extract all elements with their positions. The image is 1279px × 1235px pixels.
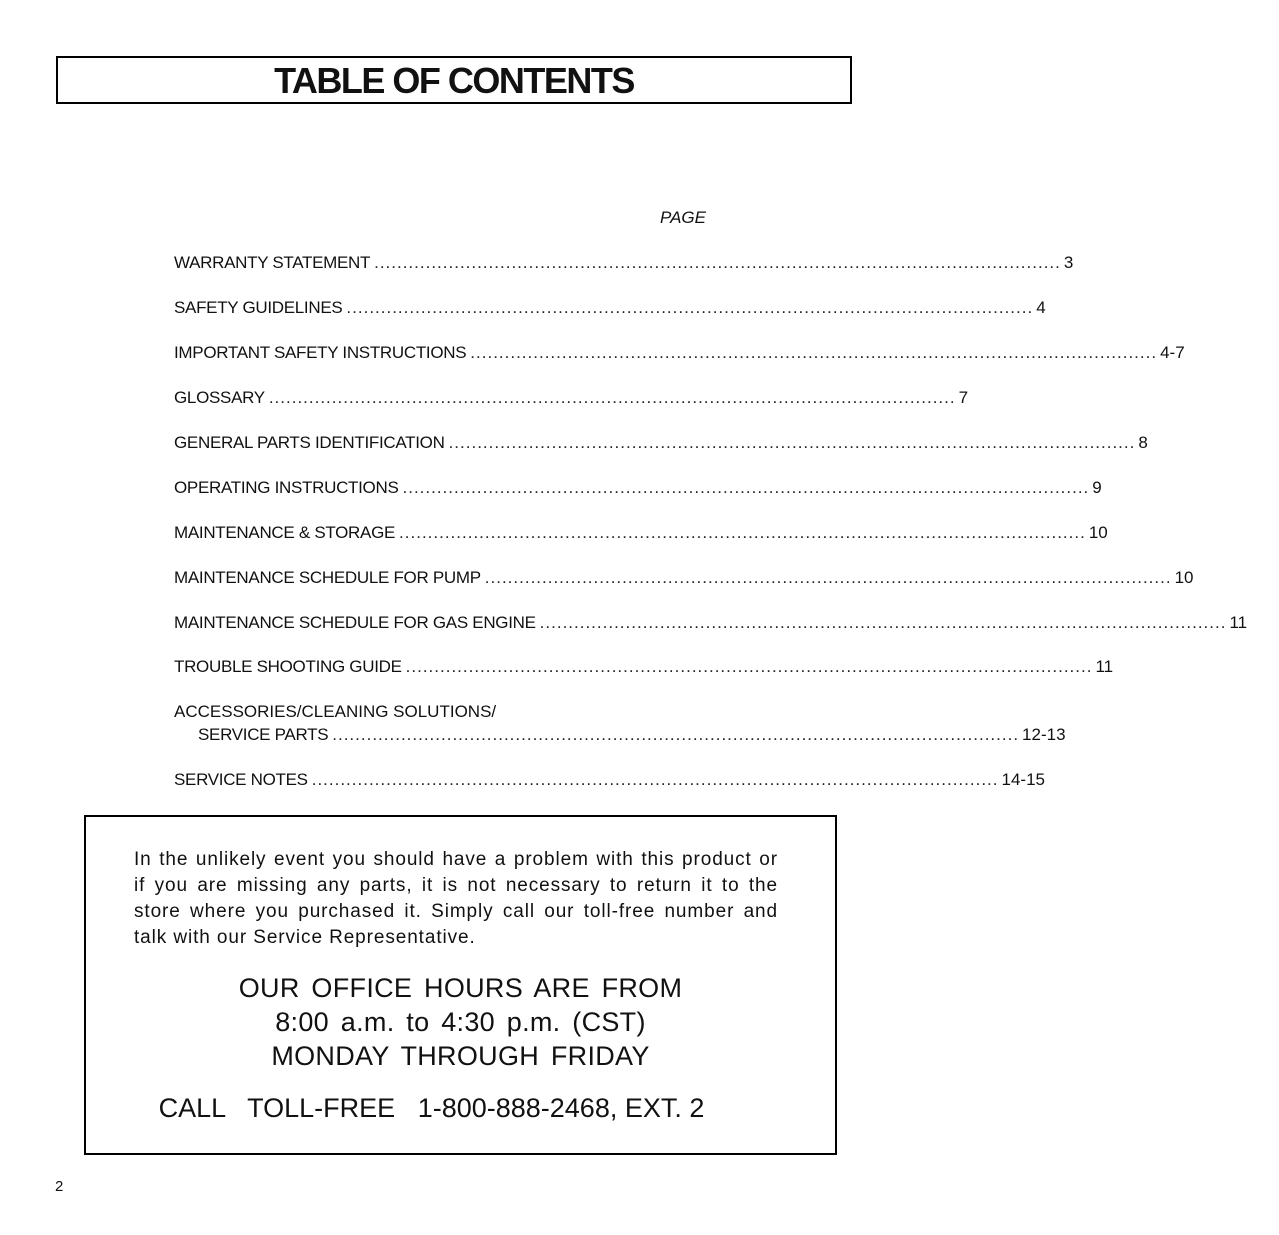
dot-leader: ........................................................................................................................ bbox=[332, 725, 1020, 744]
page-column-label: PAGE bbox=[660, 208, 706, 227]
toc-entry-warranty[interactable] bbox=[174, 252, 1074, 274]
toc-entry-label: WARRANTY STATEMENT bbox=[174, 253, 371, 272]
dot-leader: ........................................................................................................................ bbox=[405, 657, 1093, 676]
customer-service-notice bbox=[84, 815, 837, 1155]
toc-entry-page: 4-7 bbox=[1160, 343, 1185, 362]
toc-entry-operating-instructions[interactable] bbox=[174, 477, 1102, 499]
toc-entry-schedule-gas-engine[interactable] bbox=[174, 612, 1248, 634]
toc-entry-glossary[interactable] bbox=[174, 387, 969, 409]
toc-entry-page: 10 bbox=[1088, 523, 1108, 542]
toc-entry-page: 11 bbox=[1095, 657, 1114, 676]
toc-entry-label: GENERAL PARTS IDENTIFICATION bbox=[174, 433, 445, 452]
toc-entry-page: 3 bbox=[1063, 253, 1074, 272]
title-box bbox=[56, 56, 852, 104]
toc-entry-schedule-pump[interactable] bbox=[174, 567, 1194, 589]
toc-entry-page: 10 bbox=[1174, 568, 1194, 587]
toc-entry-service-notes[interactable] bbox=[174, 769, 1045, 791]
page-number: 2 bbox=[55, 1178, 64, 1195]
toc-entry-label: MAINTENANCE SCHEDULE FOR PUMP bbox=[174, 568, 481, 587]
dot-leader: ........................................................................................................................ bbox=[346, 298, 1034, 317]
toll-free-number: CALL TOLL-FREE 1-800-888-2468, EXT. 2 bbox=[158, 1093, 705, 1123]
dot-leader: ........................................................................................................................ bbox=[374, 253, 1061, 272]
dot-leader: ........................................................................................................................ bbox=[399, 523, 1086, 542]
toc-entry-page: 11 bbox=[1229, 613, 1248, 632]
toc-entry-label: MAINTENANCE SCHEDULE FOR GAS ENGINE bbox=[174, 613, 536, 632]
notice-paragraph: In the unlikely event you should have a problem with this product or if you are missing any parts, it is not necessary to return it to the store where you purchased it. Simply call our toll-free number and talk with our Service Representative. bbox=[134, 849, 778, 948]
toc-entry-parts-identification[interactable] bbox=[174, 432, 1148, 454]
office-hours-line: OUR OFFICE HOURS ARE FROM bbox=[238, 973, 683, 1003]
dot-leader: ........................................................................................................................ bbox=[484, 568, 1172, 587]
toc-entry-label: SERVICE NOTES bbox=[174, 770, 308, 789]
toc-entry-label: OPERATING INSTRUCTIONS bbox=[174, 478, 399, 497]
office-hours-line: 8:00 a.m. to 4:30 p.m. (CST) bbox=[275, 1007, 646, 1037]
toc-entry-page: 14-15 bbox=[1001, 770, 1045, 789]
dot-leader: ........................................................................................................................ bbox=[402, 478, 1090, 497]
toc-entry-label: MAINTENANCE & STORAGE bbox=[174, 523, 396, 542]
toc-entry-accessories-line1[interactable]: ACCESSORIES/CLEANING SOLUTIONS/ bbox=[174, 702, 497, 721]
toc-entry-maintenance-storage[interactable] bbox=[174, 522, 1108, 544]
toc-entry-page: 9 bbox=[1092, 478, 1102, 497]
toc-entry-important-safety[interactable] bbox=[174, 342, 1185, 364]
dot-leader: ........................................................................................................................ bbox=[448, 433, 1136, 452]
toc-entry-page: 12-13 bbox=[1022, 725, 1066, 744]
dot-leader: ........................................................................................................................ bbox=[470, 343, 1158, 362]
toc-entry-label: SERVICE PARTS bbox=[198, 725, 329, 744]
dot-leader: ........................................................................................................................ bbox=[268, 388, 956, 407]
office-hours bbox=[86, 971, 835, 1073]
toc-entry-page: 4 bbox=[1036, 298, 1046, 317]
toc-entry-accessories[interactable] bbox=[174, 724, 1066, 746]
office-hours-line: MONDAY THROUGH FRIDAY bbox=[271, 1041, 650, 1071]
toc-entry-trouble-shooting[interactable] bbox=[174, 656, 1114, 678]
page-title: TABLE OF CONTENTS bbox=[274, 60, 634, 101]
toc-entry-page: 7 bbox=[958, 388, 969, 407]
dot-leader: ........................................................................................................................ bbox=[539, 613, 1227, 632]
toc-entry-page: 8 bbox=[1138, 433, 1148, 452]
toc-entry-label: GLOSSARY bbox=[174, 388, 265, 407]
dot-leader: ........................................................................................................................ bbox=[311, 770, 999, 789]
toc-entry-label: IMPORTANT SAFETY INSTRUCTIONS bbox=[174, 343, 467, 362]
toc-entry-label: TROUBLE SHOOTING GUIDE bbox=[174, 657, 402, 676]
toc-entry-safety-guidelines[interactable] bbox=[174, 297, 1046, 319]
toc-entry-label: SAFETY GUIDELINES bbox=[174, 298, 343, 317]
